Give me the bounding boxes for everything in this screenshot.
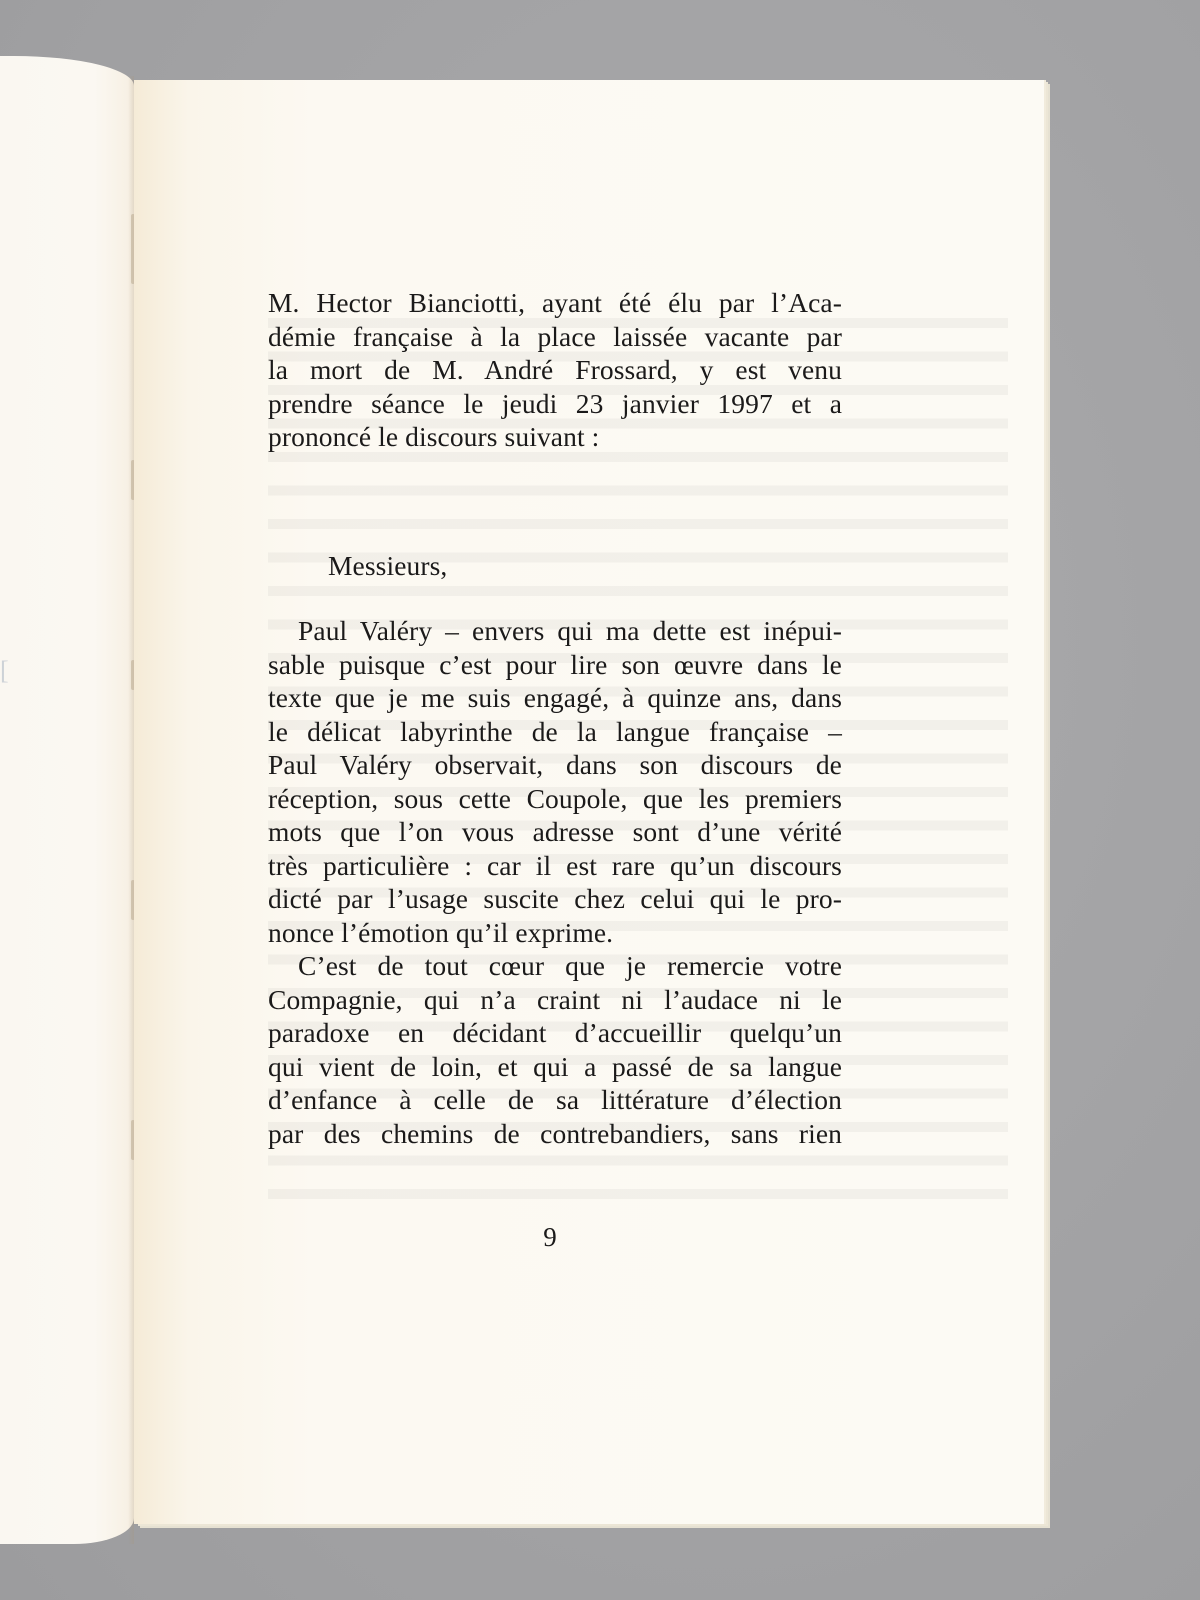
text-line: Paul Valéry observait, dans son discours de <box>268 749 842 780</box>
text-line: démie française à la place laissée vacante par <box>268 320 842 352</box>
text-line: M. Hector Bianciotti, ayant été élu par l’Aca- <box>268 287 842 318</box>
text-line: paradoxe en décidant d’accueillir quelqu’un <box>268 1017 842 1048</box>
text-line: par des chemins de contrebandiers, sans rien <box>268 1117 842 1149</box>
text-line: sable puisque c’est pour lire son œuvre dans le <box>268 648 842 680</box>
text-line: réception, sous cette Coupole, que les premiers <box>268 782 842 814</box>
page-text <box>268 286 842 1150</box>
text-line: Compagnie, qui n’a craint ni l’audace ni le <box>268 983 842 1015</box>
page-number: 9 <box>543 1222 557 1252</box>
text-line: d’enfance à celle de sa littérature d’élection <box>268 1084 842 1115</box>
text-line: qui vient de loin, et qui a passé de sa langue <box>268 1050 842 1082</box>
paragraph-2 <box>268 949 842 1150</box>
text-line: prononcé le discours suivant : <box>268 421 600 452</box>
bleed-through-mark: [ <box>0 656 9 685</box>
left-page <box>0 56 134 1544</box>
text-line: le délicat labyrinthe de la langue française – <box>268 715 842 747</box>
text-line: la mort de M. André Frossard, y est venu <box>268 354 842 385</box>
text-line: dicté par l’usage suscite chez celui qui le pro- <box>268 883 842 914</box>
text-line: C’est de tout cœur que je remercie votre <box>298 950 842 981</box>
text-line: Paul Valéry – envers qui ma dette est inépui- <box>298 615 842 646</box>
text-line: très particulière : car il est rare qu’un discours <box>268 849 842 881</box>
salutation: Messieurs, <box>328 549 448 581</box>
text-line: prendre séance le jeudi 23 janvier 1997 et a <box>268 387 842 419</box>
text-line: nonce l’émotion qu’il exprime. <box>268 916 614 948</box>
intro-paragraph <box>268 286 842 454</box>
paragraph-1 <box>268 614 842 949</box>
text-line: texte que je me suis engagé, à quinze ans, dans <box>268 682 842 713</box>
text-line: mots que l’on vous adresse sont d’une vérité <box>268 816 842 847</box>
